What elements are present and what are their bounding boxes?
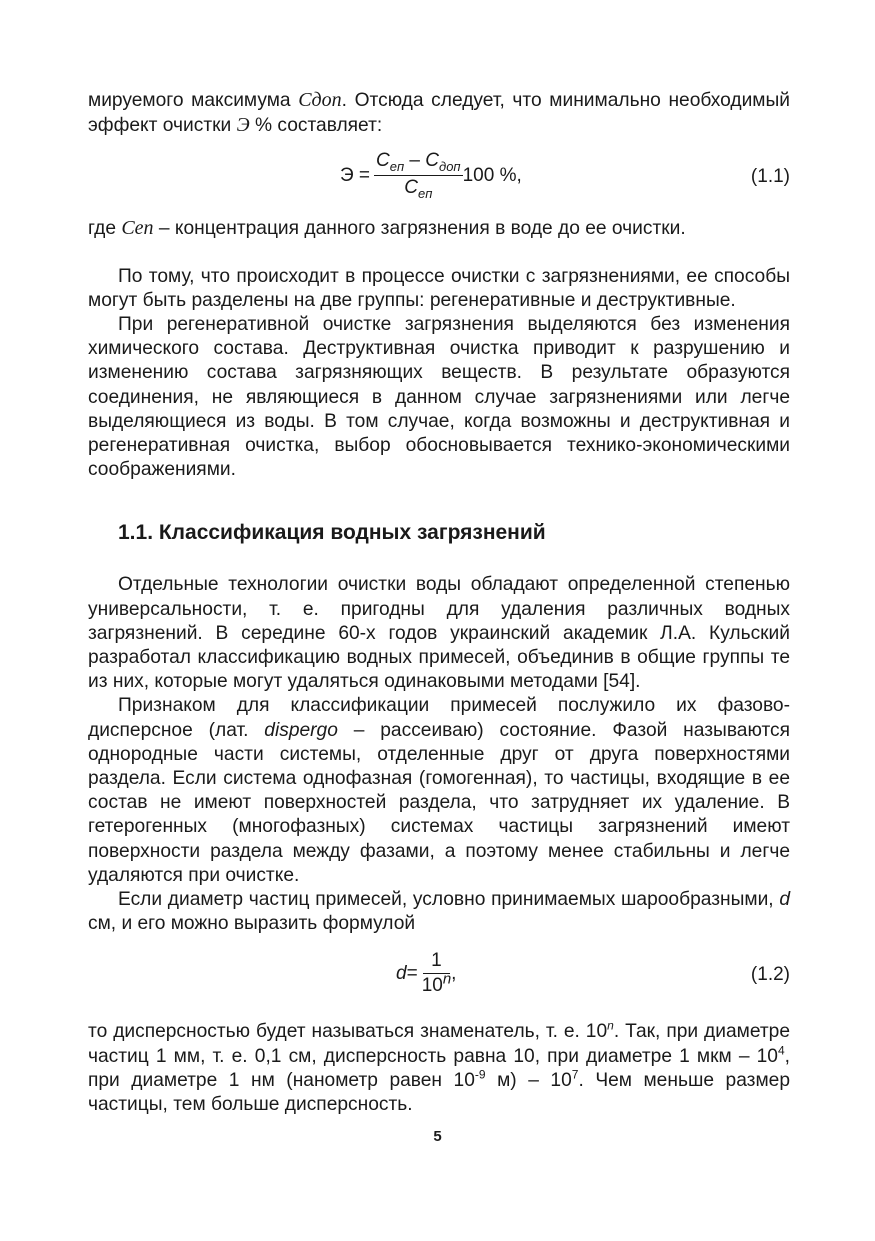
formula-1-2-lhs: d	[396, 962, 407, 984]
document-page	[88, 88, 790, 1117]
formula-1-1-number: (1.1)	[750, 166, 790, 188]
formula-1-1-fraction: $\frac{C_{еп} - C_{доп}}{C_{еп}}$	[376, 150, 461, 201]
symbol-c-dop: Cдоп	[298, 89, 342, 111]
section-heading: 1.1. Классификация водных загрязнений	[118, 521, 546, 545]
formula-1-1	[88, 138, 790, 212]
paragraph-intro: мируемого максимума Cдоп. Отсюда следует, что минимально необходимый эффект очистки Э % составляет:	[88, 89, 790, 137]
formula-1-2-number: (1.2)	[750, 964, 790, 986]
symbol-e: Э	[236, 114, 250, 137]
paragraph-diameter: Если диаметр частиц примесей, условно принимаемых шарообразными, d см, и его можно выразить формулой	[88, 889, 790, 935]
paragraph-where: где Cеп – концентрация данного загрязнения в воде до ее очистки.	[88, 217, 686, 240]
page-number: 5	[433, 1128, 442, 1145]
paragraph-classification: Признаком для классификации примесей послужило их фазово-дисперсное (лат. dispergo – рассеиваю) состояние. Фазой называются однородные части системы, отделенные друг от друга поверхностями раздела. Если система однофазная (гомогенная), то частицы, входящие в ее состав не имеют поверхностей раздела, что затрудняет их удаление. В гетерогенных (многофазных) системах частицы загрязнений имеют поверхности раздела между фазами, а поэтому менее стабильны и легче удаляются при очистке.	[88, 695, 790, 886]
paragraph-technologies: Отдельные технологии очистки воды обладают определенной степенью универсальности, т. е. пригодны для удаления различных водных загрязнений. В середине 60-х годов украинский академик Л.А. Кульский разработал классификацию водных примесей, объединив в общие группы те из них, которые могут удаляться одинаковыми методами [54].	[88, 574, 790, 693]
symbol-c-ep: Cеп	[121, 217, 154, 240]
formula-1-2: d = $\frac{1}{10^n}$ , (1.2)	[396, 950, 790, 997]
paragraph-regenerative: При регенеративной очистке загрязнения выделяются без изменения химического состава. Деструктивная очистка приводит к разрушению и изменению состава загрязняющих веществ. В результате образуются соединения, не являющиеся в данном случае загрязнениями или легче выделяющиеся из воды. В том случае, когда возможны и деструктивная и регенеративная очистка, выбор обосновывается технико-экономическими соображениями.	[88, 314, 790, 481]
paragraph-groups: По тому, что происходит в процессе очистки с загрязнениями, ее способы могут быть разделены на две группы: регенеративные и деструктивные.	[88, 265, 790, 311]
paragraph-dispersity: то дисперсностью будет называться знаменатель, т. е. 10$^n$. Так, при диаметре частиц 1 мм, т. е. 0,1 см, дисперсность равна 10, при диаметре 1 мкм – $10^4$, при диаметре 1 нм (нанометр равен $10^{-9}$ $м) - 10^7$. Чем меньше размер частицы, тем больше дисперсность.	[88, 1019, 791, 1116]
formula-1-1-lhs: Э =	[340, 164, 371, 186]
formula-1-1-tail: 100 %,	[462, 164, 522, 186]
formula-1-2-fraction: $\frac{1}{10^n}$	[421, 950, 452, 997]
